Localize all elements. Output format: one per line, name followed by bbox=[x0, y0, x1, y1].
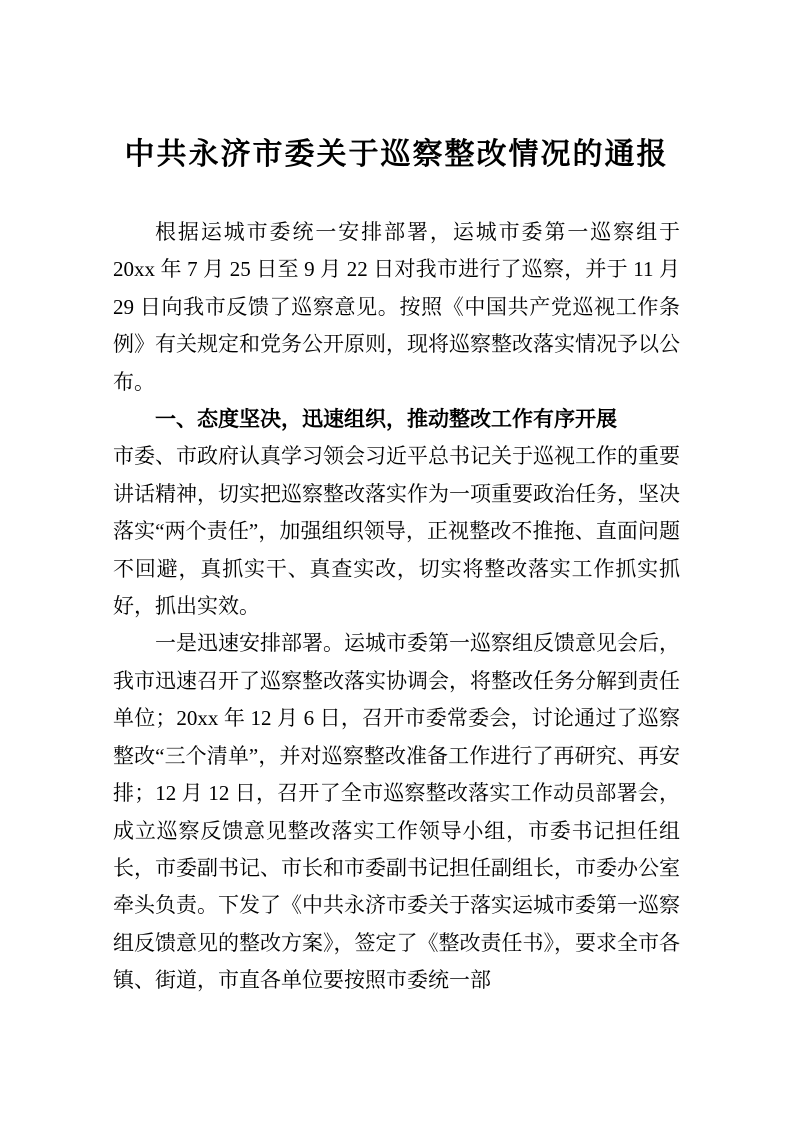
paragraph-intro: 根据运城市委统一安排部署，运城市委第一巡察组于 20xx 年 7 月 25 日至 9 月 22 日对我市进行了巡察，并于 11 月 29 日向我市反馈了巡察意见。按照《中国共产党巡视工作条例》有关规定和党务公开原则，现将巡察整改落实情况予以公布。 bbox=[113, 220, 680, 394]
paragraph-section1-lead: 市委、市政府认真学习领会习近平总书记关于巡视工作的重要讲话精神，切实把巡察整改落实作为一项重要政治任务，坚决落实“两个责任”，加强组织领导，正视整改不推拖、直面问题不回避，真抓实干、真查实改，切实将整改落实工作抓实抓好，抓出实效。 bbox=[113, 444, 680, 619]
section-heading-1: 一、态度坚决，迅速组织，推动整改工作有序开展 bbox=[155, 408, 617, 432]
paragraph-section1-item1: 一是迅速安排部署。运城市委第一巡察组反馈意见会后，我市迅速召开了巡察整改落实协调会，将整改任务分解到责任单位；20xx 年 12 月 6 日，召开市委常委会，讨论通过了巡察整改“三个清单”，并对巡察整改准备工作进行了再研究、再安排；12 月 12 日，召开了全市巡察整改落实工作动员部署会，成立巡察反馈意见整改落实工作领导小组，市委书记担任组长，市委副书记、市长和市委副书记担任副组长，市委办公室牵头负责。下发了《中共永济市委关于落实运城市委第一巡察组反馈意见的整改方案》，签定了《整改责任书》，要求全市各镇、街道，市直各单位要按照市委统一部 bbox=[113, 631, 680, 993]
document-title: 中共永济市委关于巡察整改情况的通报 bbox=[124, 138, 669, 171]
